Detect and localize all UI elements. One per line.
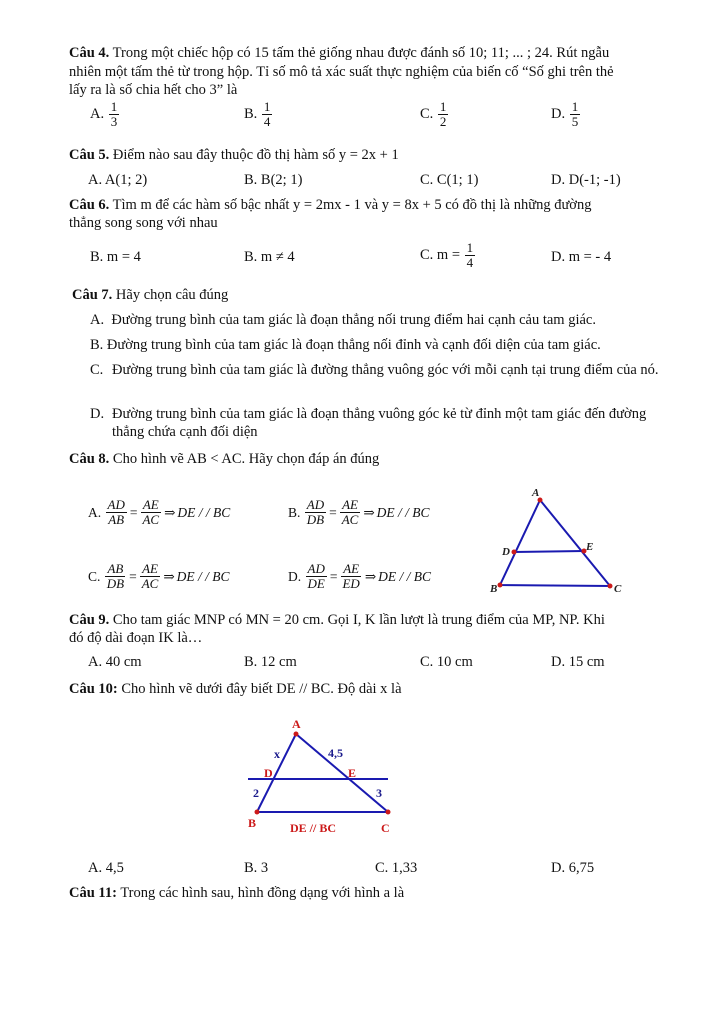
point-b	[255, 810, 260, 815]
q6-option-a[interactable]: B. m = 4	[90, 249, 141, 265]
q7-label: Câu 7.	[72, 287, 113, 303]
q4-option-d[interactable]: D. $\frac{1}{5}$	[551, 99, 579, 129]
label-a: A	[532, 487, 540, 499]
q9-label: Câu 9.	[69, 612, 110, 628]
q4-option-a[interactable]: A. $\frac{1}{3}$	[90, 99, 118, 129]
q6-text-2: thẳng song song với nhau	[69, 215, 218, 231]
q11-question	[69, 884, 404, 902]
q6-label: Câu 6.	[69, 197, 110, 213]
q9-option-d[interactable]: D. 15 cm	[551, 654, 605, 670]
segment-de	[514, 551, 584, 552]
q8-question	[69, 450, 379, 468]
q7-option-d[interactable]: D. Đường trung bình của tam giác là đoạn thẳng vuông góc kẻ từ đỉnh một tam giác đến đường thẳng chứa cạnh đối diện	[90, 406, 647, 440]
q10-triangle-figure	[240, 712, 410, 842]
label-e: E	[348, 766, 357, 780]
point-a	[294, 732, 299, 737]
label-x: x	[274, 747, 280, 761]
q10-option-d[interactable]: D. 6,75	[551, 860, 595, 876]
q6-option-c[interactable]: C. m = $\frac{1}{4}$	[420, 240, 474, 270]
label-b: B	[248, 816, 257, 830]
point-b	[498, 583, 503, 588]
q8-option-b[interactable]: B. $\frac{AD}{DB}$ = $\frac{AE}{AC}$ ⇒ DE / / BC	[288, 497, 430, 527]
fraction: $\frac{1}{2}$	[439, 99, 447, 129]
q5-option-d[interactable]: D. D(-1; -1)	[551, 172, 621, 188]
fraction: $\frac{1}{3}$	[110, 99, 118, 129]
q5-option-b[interactable]: B. B(2; 1)	[244, 172, 303, 188]
q6-option-d[interactable]: D. m = - 4	[551, 249, 612, 265]
fraction: $\frac{1}{4}$	[466, 240, 474, 270]
q11-text: Trong các hình sau, hình đồng dạng với hình a là	[120, 885, 405, 901]
q4-line1	[69, 44, 609, 62]
q10-option-b[interactable]: B. 3	[244, 860, 269, 876]
label-c: C	[381, 821, 390, 835]
q6-text-1: Tìm m để các hàm số bậc nhất y = 2mx - 1 và y = 8x + 5 có đồ thị là những đường	[112, 197, 592, 213]
q8-triangle-figure	[480, 480, 630, 600]
q9-option-c[interactable]: C. 10 cm	[420, 654, 473, 670]
q8-option-d[interactable]: D. $\frac{AD}{DE}$ = $\frac{AE}{ED}$ ⇒ DE / / BC	[288, 561, 431, 591]
point-c	[386, 810, 391, 815]
label-ae: 4,5	[328, 746, 343, 760]
q10-text: Cho hình vẽ dưới đây biết DE // BC. Độ dài x là	[121, 681, 402, 697]
q5-option-a[interactable]: A. A(1; 2)	[88, 172, 148, 188]
q7-question	[72, 286, 228, 304]
triangle-abc	[500, 500, 610, 586]
q9-text-1: Cho tam giác MNP có MN = 20 cm. Gọi I, K lần lượt là trung điểm của MP, NP. Khi	[112, 612, 605, 628]
q9-question	[69, 611, 605, 629]
q9-option-b[interactable]: B. 12 cm	[244, 654, 297, 670]
q7-option-c[interactable]: C. Đường trung bình của tam giác là đường thẳng vuông góc với mỗi cạnh tại trung điểm của nó.	[90, 362, 659, 378]
q5-option-c[interactable]: C. C(1; 1)	[420, 172, 479, 188]
point-d	[512, 550, 517, 555]
q7-option-a[interactable]: A. Đường trung bình của tam giác là đoạn thẳng nối trung điểm hai cạnh cảu tam giác.	[90, 312, 596, 328]
label-e: E	[586, 541, 594, 553]
caption-de-parallel-bc: DE // BC	[290, 821, 337, 835]
label-a: A	[292, 717, 301, 731]
q4-option-b[interactable]: B. $\frac{1}{4}$	[244, 99, 271, 129]
q10-option-a[interactable]: A. 4,5	[88, 860, 124, 876]
q8-text: Cho hình vẽ AB < AC. Hãy chọn đáp án đúng	[112, 451, 380, 467]
fraction: $\frac{1}{4}$	[263, 99, 271, 129]
q4-label: Câu 4.	[69, 45, 110, 61]
label-d: D	[502, 546, 510, 558]
q6-option-b[interactable]: B. m ≠ 4	[244, 249, 295, 265]
q9-option-a[interactable]: A. 40 cm	[88, 654, 142, 670]
q8-option-c[interactable]: C. $\frac{AB}{DB}$ = $\frac{AE}{AC}$ ⇒ DE / / BC	[88, 561, 230, 591]
label-b: B	[490, 583, 498, 595]
q10-label: Câu 10:	[69, 681, 118, 697]
label-ec: 3	[376, 786, 382, 800]
q6-question	[69, 196, 591, 214]
q5-question	[69, 146, 399, 164]
q10-option-c[interactable]: C. 1,33	[375, 860, 418, 876]
label-d: D	[264, 766, 273, 780]
q8-option-a[interactable]: A. $\frac{AD}{AB}$ = $\frac{AE}{AC}$ ⇒ DE / / BC	[88, 497, 231, 527]
fraction: $\frac{1}{5}$	[571, 99, 579, 129]
label-db: 2	[253, 786, 259, 800]
point-c	[608, 584, 613, 589]
q5-label: Câu 5.	[69, 147, 110, 163]
q4-text-1: Trong một chiếc hộp có 15 tấm thẻ giống nhau được đánh số 10; 11; ... ; 24. Rút ngẫu	[112, 45, 610, 61]
q5-text: Điểm nào sau đây thuộc đồ thị hàm số y = 2x + 1	[112, 147, 399, 163]
q11-label: Câu 11:	[69, 885, 117, 901]
q4-option-c[interactable]: C. $\frac{1}{2}$	[420, 99, 447, 129]
side-ab	[257, 734, 296, 812]
q8-label: Câu 8.	[69, 451, 110, 467]
q4-text-2: nhiên một tấm thẻ từ trong hộp. Tỉ số mô tả xác suất thực nghiệm của biến cố “Số ghi trên thẻ	[69, 64, 614, 80]
q9-text-2: đó độ dài đoạn IK là…	[69, 630, 203, 646]
q10-question	[69, 680, 402, 698]
q7-option-b[interactable]: B. Đường trung bình của tam giác là đoạn thẳng nối đỉnh và cạnh đối diện của tam giác.	[90, 337, 601, 353]
label-c: C	[614, 583, 622, 595]
q7-text: Hãy chọn câu đúng	[115, 287, 229, 303]
q4-text-3: lấy ra là số chia hết cho 3” là	[69, 82, 238, 98]
